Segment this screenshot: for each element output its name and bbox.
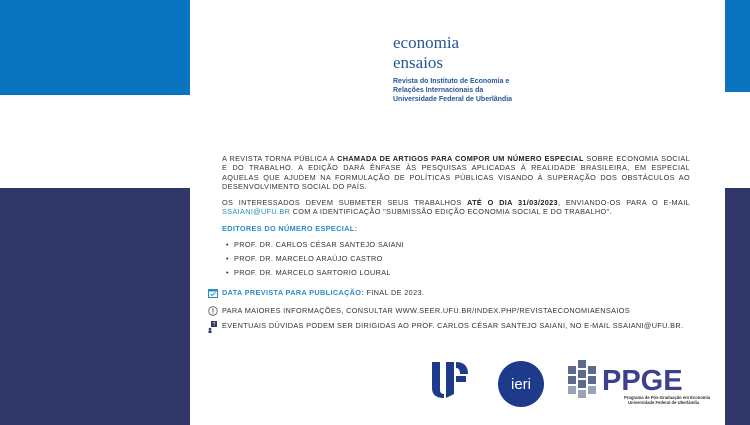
left-top-blue-panel xyxy=(0,0,190,95)
deadline-text: ATÉ O DIA 31/03/2023 xyxy=(467,198,558,208)
call-text-c: SOBRE ECONOMIA SOCIAL E DO TRABALHO. A EDIÇÃO DARÁ ÊNFASE ÀS PESQUISAS APLICADAS À REALIDADE BRASILEIRA, EM ESPECIAL AQUELAS QUE AJUDEM NA FORMULAÇÃO DE POLÍTICAS PÚBLICAS VISANDO À SUPERAÇÃO DOS OBSTÁCULOS AO DESENVOLVIMENTO SOCIAL DO PAÍS. xyxy=(222,154,690,191)
question-person-icon xyxy=(208,321,218,331)
ppge-subtitle-2: Universidade Federal de Uberlândia xyxy=(628,400,700,405)
editor-item xyxy=(226,266,690,280)
logo-title-line1: economia xyxy=(393,33,460,52)
bullet-icon: • xyxy=(226,240,229,250)
editors-heading: EDITORES DO NÚMERO ESPECIAL: xyxy=(222,223,358,233)
editor-item xyxy=(226,238,690,252)
submission-paragraph xyxy=(222,198,690,217)
ppge-label: PPGE xyxy=(602,365,683,397)
editor-item xyxy=(226,252,690,266)
call-text-a: A REVISTA TORNA PÚBLICA A xyxy=(222,154,338,163)
right-bottom-navy-panel xyxy=(725,188,750,425)
editors-list xyxy=(222,238,690,280)
economia-ensaios-logo xyxy=(393,33,523,104)
ufu-logo xyxy=(424,356,472,404)
call-paragraph xyxy=(222,154,690,191)
ppge-subtitle-1: Programa de Pós-Graduação em Economia xyxy=(624,395,711,400)
logo-subtitle: Revista do Instituto de Economia e Relações Internacionais da Universidade Federal de Uberlândia xyxy=(393,78,513,103)
info-icon xyxy=(208,306,218,316)
date-value: FINAL DE 2023. xyxy=(364,288,425,297)
editor-name: PROF. DR. MARCELO SARTORIO LOURAL xyxy=(234,268,391,278)
submission-email-link[interactable]: SSAIANI@UFU.BR xyxy=(222,207,291,217)
doubts-row xyxy=(208,321,683,331)
date-label: DATA PREVISTA PARA PUBLICAÇÃO: xyxy=(222,288,365,297)
left-bottom-navy-panel xyxy=(0,188,190,425)
svg-text:?: ? xyxy=(212,322,216,329)
right-top-blue-panel xyxy=(725,0,750,92)
publication-date-row xyxy=(208,288,424,298)
announcement-body xyxy=(222,154,690,280)
ieri-logo xyxy=(497,360,545,408)
bullet-icon: • xyxy=(226,254,229,264)
logo-title-line2: ensaios xyxy=(393,53,444,72)
submission-text-d: COM A IDENTIFICAÇÃO "SUBMISSÃO EDIÇÃO ECONOMIA SOCIAL E DO TRABALHO". xyxy=(290,207,612,217)
info-row xyxy=(208,306,630,316)
submission-text-a: OS INTERESSADOS DEVEM SUBMETER SEUS TRABALHOS xyxy=(222,198,468,208)
call-text-bold: CHAMADA DE ARTIGOS PARA COMPOR UM NÚMERO ESPECIAL xyxy=(337,154,584,163)
editor-name: PROF. DR. CARLOS CÉSAR SANTEJO SAIANI xyxy=(234,240,404,250)
info-text[interactable]: PARA MAIORES INFORMAÇÕES, CONSULTAR WWW.SEER.UFU.BR/INDEX.PHP/REVISTAECONOMIAENSAIOS xyxy=(222,306,630,315)
ieri-label: ieri xyxy=(510,376,532,393)
submission-text-c: , ENVIANDO-OS PARA O E-MAIL xyxy=(557,198,690,208)
ppge-logo xyxy=(566,356,726,408)
calendar-icon xyxy=(208,288,218,298)
bullet-icon: • xyxy=(226,268,229,278)
doubts-text: EVENTUAIS DÚVIDAS PODEM SER DIRIGIDAS AO PROF. CARLOS CÉSAR SANTEJO SAIANI, NO E-MAIL SSAIANI@UFU.BR. xyxy=(222,321,684,330)
editor-name: PROF. DR. MARCELO ARAÚJO CASTRO xyxy=(234,254,383,264)
